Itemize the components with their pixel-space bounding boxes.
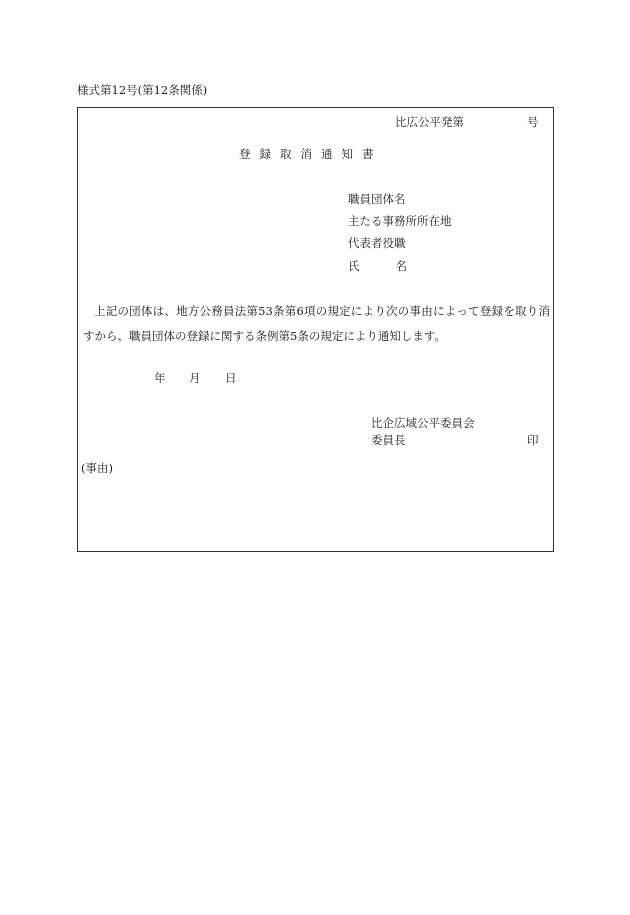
reason-label: (事由) (81, 461, 113, 475)
issuer-org-name: 比企広域公平委員会 (371, 416, 475, 430)
document-number-suffix: 号 (527, 115, 539, 129)
form-number-label: 様式第12号(第12条関係) (77, 83, 208, 97)
recipient-name-label (348, 261, 407, 273)
name-char-family: 氏 (348, 259, 360, 273)
seal-mark: 印 (527, 433, 539, 447)
issuer-title: 委員長 (371, 433, 406, 447)
date-year-label: 年 (154, 371, 166, 385)
notice-body-text: 上記の団体は、地方公務員法第53条第6項の規定により次の事由によって登録を取り消すから、職員団体の登録に関する条例第5条の規定により通知します。 (83, 304, 550, 343)
recipient-org-name-label: 職員団体名 (348, 192, 406, 206)
recipient-rep-title-label: 代表者役職 (348, 236, 406, 250)
date-day-label: 日 (225, 371, 237, 385)
document-title: 登録取消通知書 (239, 147, 383, 161)
recipient-address-label: 主たる事務所所在地 (348, 214, 452, 228)
name-char-given: 名 (395, 259, 407, 273)
date-month-label: 月 (189, 371, 201, 385)
document-number-prefix: 比広公平発第 (395, 115, 464, 129)
